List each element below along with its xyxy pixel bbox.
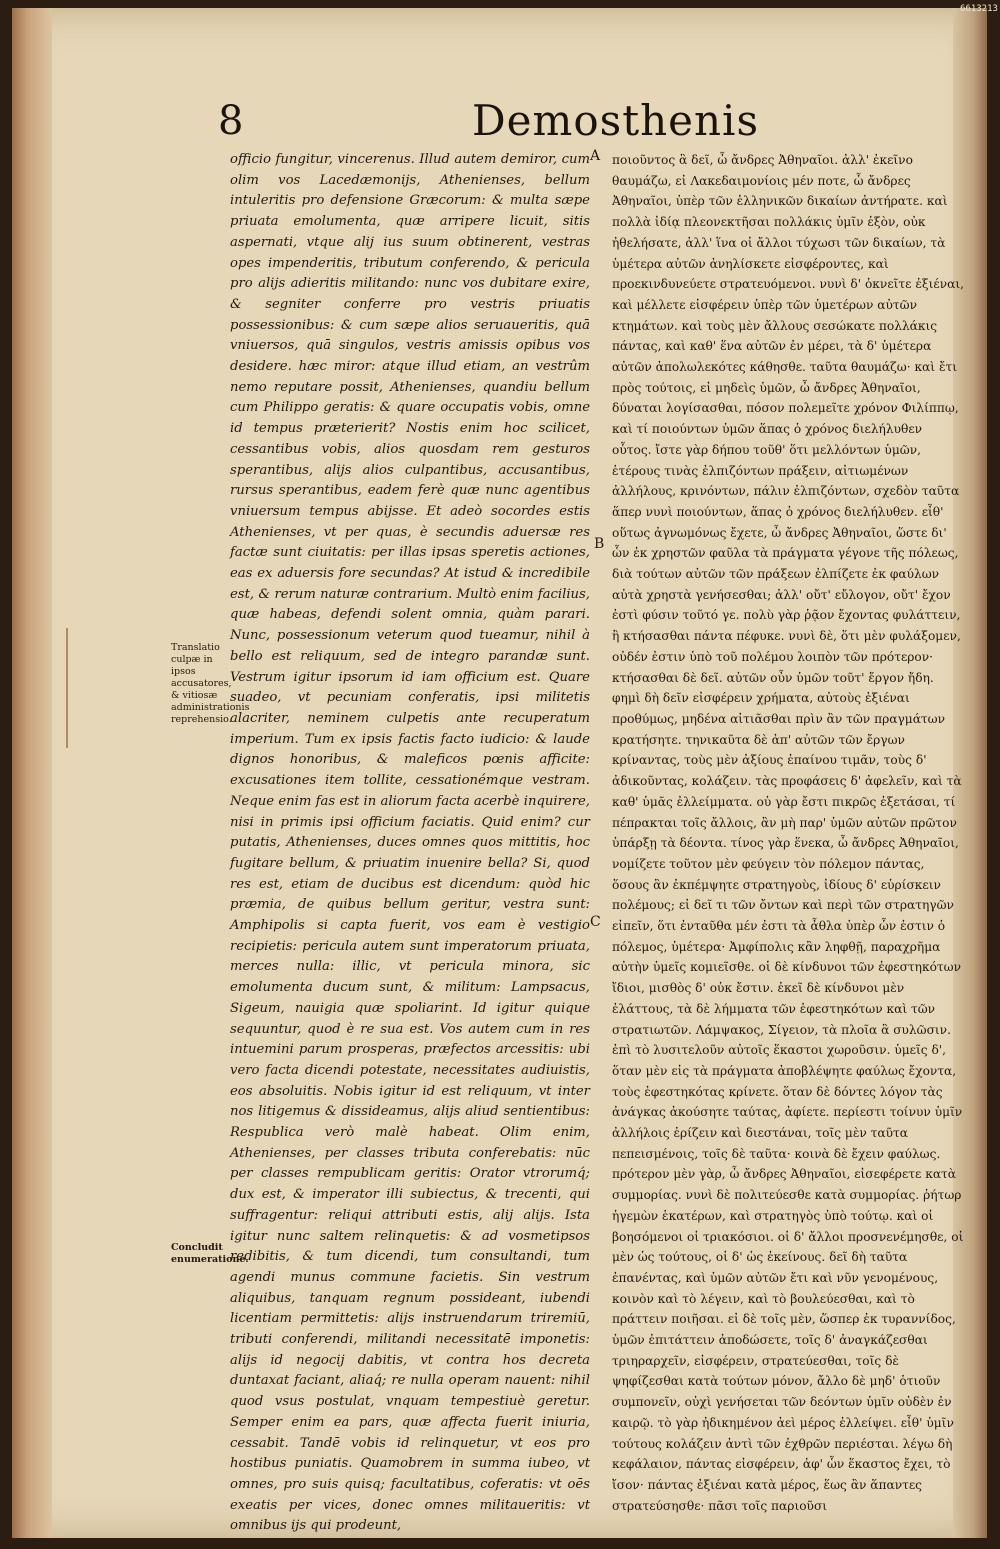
- greek-column: [612, 150, 964, 1516]
- greek-text: ποιοῦντος ἃ δεῖ, ὦ ἄνδρες Ἀθηναῖοι. ἀλλ' ἐκεῖνο θαυμάζω, εἰ Λακεδαιμονίοις μέν ποτε, ὦ ἄνδρες Ἀθηναῖοι, ὑπὲρ τῶν ἑλληνικῶν δικαίων ἀντήρατε. καὶ πολλὰ ἰδίᾳ πλεονεκτῆσαι πολλάκις ὑμῖν ἐξὸν, οὐκ ἠθελήσατε, ἀλλ' ἵνα οἱ ἄλλοι τύχωσι τῶν δικαίων, τὰ ὑμέτερα αὐτῶν ἀνηλίσκετε εἰσφέροντες, καὶ προεκινδυνεύετε στρατευόμενοι. νυνὶ δ' ὀκνεῖτε ἐξιέναι, καὶ μέλλετε εἰσφέρειν ὑπὲρ τῶν ὑμετέρων αὐτῶν κτημάτων. καὶ τοὺς μὲν ἄλλους σεσώκατε πολλάκις πάντας, καὶ καθ' ἕνα αὐτῶν ἐν μέρει, τὰ δ' ὑμέτερα αὐτῶν ἀπολωλεκότες κάθησθε. ταῦτα θαυμάζω· καὶ ἔτι πρὸς τούτοις, εἰ μηδεὶς ὑμῶν, ὦ ἄνδρες Ἀθηναῖοι, δύναται λογίσασθαι, πόσον πολεμεῖτε χρόνον Φιλίππῳ, καὶ τί ποιούντων ὑμῶν ἅπας ὁ χρόνος διελήλυθεν οὗτος. ἴστε γὰρ δήπου τοῦθ' ὅτι μελλόντων ὑμῶν, ἑτέρους τινὰς ἐλπιζόντων πράξειν, αἰτιωμένων ἀλλήλους, κρινόντων, πάλιν ἐλπιζόντων, σχεδὸν ταῦτα ἅπερ νυνὶ ποιούντων, ἅπας ὁ χρόνος διελήλυθεν. εἶθ' οὕτως ἀγνωμόνως ἔχετε, ὦ ἄνδρες Ἀθηναῖοι, ὥστε δι' ὧν ἐκ χρηστῶν φαῦλα τὰ πράγματα γέγονε τῆς πόλεως, διὰ τούτων αὐτῶν τῶν πράξεων ἐλπίζετε ἐκ φαύλων αὐτὰ χρηστὰ γενήσεσθαι; ἀλλ' οὔτ' εὔλογον, οὔτ' ἔχον ἐστὶ φύσιν τοῦτό γε. πολὺ γὰρ ῥᾷον ἔχοντας φυλάττειν, ἢ κτήσασθαι πάντα πέφυκε. νυνὶ δὲ, ὅτι μὲν φυλάξομεν, οὐδέν ἐστιν ὑπὸ τοῦ πολέμου λοιπὸν τῶν πρότερον· κτήσασθαι δὲ δεῖ. αὐτῶν οὖν ὑμῶν τοῦτ' ἔργον ἤδη. φημὶ δὴ δεῖν εἰσφέρειν χρήματα, αὐτοὺς ἐξιέναι προθύμως, μηδένα αἰτιᾶσθαι πρὶν ἂν τῶν πραγμάτων κρατήσητε. τηνικαῦτα δὲ ἀπ' αὐτῶν τῶν ἔργων κρίναντας, τοὺς μὲν ἀξίους ἐπαίνου τιμᾶν, τοὺς δ' ἀδικοῦντας, κολάζειν. τὰς προφάσεις δ' ἀφελεῖν, καὶ τὰ καθ' ὑμᾶς ἐλλείμματα. οὐ γὰρ ἔστι πικρῶς ἐξετάσαι, τί πέπρακται τοῖς ἄλλοις, ἂν μὴ παρ' ὑμῶν αὐτῶν πρῶτον ὑπάρξῃ τὰ δέοντα. τίνος γὰρ ἕνεκα, ὦ ἄνδρες Ἀθηναῖοι, νομίζετε τοῦτον μὲν φεύγειν τὸν πόλεμον πάντας, ὅσους ἂν ἐκπέμψητε στρατηγοὺς, ἰδίους δ' εὑρίσκειν πολέμους; εἰ δεῖ τι τῶν ὄντων καὶ περὶ τῶν στρατηγῶν εἰπεῖν, ὅτι ἐνταῦθα μέν ἐστι τὰ ἆθλα ὑπὲρ ὧν ἐστιν ὁ πόλεμος, ὑμέτερα· Ἀμφίπολις κἂν ληφθῇ, παραχρῆμα αὐτὴν ὑμεῖς κομιεῖσθε. οἱ δὲ κίνδυνοι τῶν ἐφεστηκότων ἴδιοι, μισθὸς δ' οὐκ ἔστιν. ἐκεῖ δὲ κίνδυνοι μὲν ἐλάττους, τὰ δὲ λήμματα τῶν ἐφεστηκότων καὶ τῶν στρατιωτῶν. Λάμψακος, Σίγειον, τὰ πλοῖα ἃ συλῶσιν. ἐπὶ τὸ λυσιτελοῦν αὐτοῖς ἕκαστοι χωροῦσιν. ὑμεῖς δ', ὅταν μὲν εἰς τὰ πράγματα ἀποβλέψητε φαύλως ἔχοντα, τοὺς ἐφεστηκότας κρίνετε. ὅταν δὲ δόντες λόγον τὰς ἀνάγκας ἀκούσητε ταύτας, ἀφίετε. περίεστι τοίνυν ὑμῖν ἀλλήλοις ἐρίζειν καὶ διεστάναι, τοῖς μὲν ταῦτα πεπεισμένοις, τοῖς δὲ ταῦτα· κοινὰ δὲ ἔχειν φαύλως. πρότερον μὲν γὰρ, ὦ ἄνδρες Ἀθηναῖοι, εἰσεφέρετε κατὰ συμμορίας. νυνὶ δὲ πολιτεύεσθε κατὰ συμμορίας. ῥήτωρ ἡγεμὼν ἑκατέρων, καὶ στρατηγὸς ὑπὸ τούτῳ. καὶ οἱ βοησόμενοι οἱ τριακόσιοι. οἱ δ' ἄλλοι προσνενέμησθε, οἱ μὲν ὡς τούτους, οἱ δ' ὡς ἐκείνους. δεῖ δὴ ταῦτα ἐπανέντας, καὶ ὑμῶν αὐτῶν ἔτι καὶ νῦν γενομένους, κοινὸν καὶ τὸ λέγειν, καὶ τὸ βουλεύεσθαι, καὶ τὸ πράττειν ποιῆσαι. εἰ δὲ τοῖς μὲν, ὥσπερ ἐκ τυραννίδος, ὑμῶν ἐπιτάττειν ἀποδώσετε, τοῖς δ' ἀναγκάζεσθαι τριηραρχεῖν, εἰσφέρειν, στρατεύεσθαι, τοῖς δὲ ψηφίζεσθαι κατὰ τούτων μόνον, ἄλλο δὲ μηδ' ὁτιοῦν συμπονεῖν, οὐχὶ γενήσεται τῶν δεόντων ὑμῖν οὐδὲν ἐν καιρῷ. τὸ γὰρ ἠδικημένον ἀεὶ μέρος ἐλλείψει. εἶθ' ὑμῖν τούτους κολάζειν ἀντὶ τῶν ἐχθρῶν περιέσται. λέγω δὴ κεφάλαιον, πάντας εἰσφέρειν, ἀφ' ὧν ἕκαστος ἔχει, τὸ ἴσον· πάντας ἐξιέναι κατὰ μέρος, ἕως ἂν ἅπαντες στρατεύσησθε· πᾶσι τοῖς παριοῦσι: [612, 153, 964, 1513]
- marginal-note-concludit: Concludit enumeratione.: [171, 1242, 249, 1265]
- section-letter-c: C: [590, 914, 601, 930]
- scan-id: 6613213: [960, 4, 998, 14]
- section-letter-a: A: [590, 148, 601, 164]
- latin-text: officio fungitur, vincerenus. Illud autem demiror, cum olim vos Lacedæmonijs, Athenienses, bellum intuleritis pro defensione Græcorum: & multa sæpe priuata emolumenta, quæ arripere licuit, sitis aspernati, vtque alij ius suum obtinerent, vestras opes impenderitis, tributum conferendo, & pericula pro alijs adieritis militando: nunc vos dubitare exire, & segniter conferre pro vestris priuatis possessionibus: & cum sæpe alios seruaueritis, quā vniuersos, quā singulos, vestris amissis opibus vos desidere. hæc miror: atque illud etiam, an vestrûm nemo reputare possit, Athenienses, quandiu bellum cum Philippo geratis: & quare occupatis vobis, omne id tempus præterierit? Nostis enim hoc scilicet, cessantibus vobis, alios quosdam rem gesturos sperantibus, alijs alios culpantibus, accusantibus, rursus sperantibus, eadem ferè quæ nunc agentibus vniuersum tempus abijsse. Et adeò socordes estis Athenienses, vt per quas, è secundis aduersæ res factæ sunt ciuitatis: per illas ipsas speretis actiones, eas ex aduersis fore secundas? At istud & incredibile est, & rerum naturæ contrarium. Multò enim facilius, quæ habeas, defendi solent omnia, quàm parari. Nunc, possessionum veterum quod tueamur, nihil à bello est reliquum, sed de integro parandæ sunt. Vestrum igitur ipsorum id iam officium est. Quare suadeo, vt pecuniam conferatis, ipsi militetis alacriter, neminem culpetis ante recuperatum imperium. Tum ex ipsis factis facto iudicio: & laude dignos honoribus, & maleficos pœnis afficite: excusationes item tollite, cessationémque vestram. Neque enim fas est in aliorum facta acerbè inquirere, nisi in primis ipsi officium faciatis. Quid enim? cur putatis, Athenienses, duces omnes quos mittitis, hoc fugitare bellum, & priuatim inuenire bella? Si, quod res est, etiam de ducibus est dicendum: quòd hic præmia, de quibus bellum geritur, vestra sunt: Amphipolis si capta fuerit, vos eam è vestigio recipietis: pericula autem sunt imperatorum priuata, merces nulla: illic, vt pericula minora, sic emolumenta ducum sunt, & militum: Lampsacus, Sigeum, nauigia quæ spoliarint. Id igitur quique sequuntur, quod è re sua est. Vos autem cum in res intuemini parum prosperas, præfectos arcessitis: ubi vero facta dicendi potestate, necessitates audiuistis, eos absoluitis. Nobis igitur id est reliquum, vt inter nos litigemus & dissideamus, alijs aliud sentientibus: Respublica verò malè habeat. Olim enim, Athenienses, per classes tributa conferebatis: nūc per classes rempublicam geritis: Orator vtrorumq́; dux est, & imperator illi subiectus, & trecenti, qui suffragentur: reliqui attributi estis, alij alijs. Ista igitur nunc saltem relinquetis: & ad vosmetipsos redibitis, & tum dicendi, tum consultandi, tum agendi munus commune facietis. Sin vestrum aliquibus, tanquam regnum possideant, iubendi licentiam permittetis: alijs instruendarum triremiū, tributi conferendi, militandi necessitatē imponetis: alijs id negocij dabitis, vt contra hos decreta duntaxat faciant, aliaq́; re nulla operam nauent: nihil quod vsus postulat, vnquam tempestiuè geretur. Semper enim ea pars, quæ affecta fuerit iniuria, cessabit. Tandē vobis id relinquetur, vt eos pro hostibus puniatis. Quamobrem in summa iubeo, vt omnes, pro suis quisq; facultatibus, coferatis: vt oēs exeatis per vices, donec omnes militaueritis: vt omnibus ijs qui prodeunt,: [230, 152, 590, 1534]
- binding-gutter: [12, 8, 52, 1538]
- page-number: 8: [218, 98, 244, 144]
- section-letter-b: B: [594, 536, 605, 552]
- page-tear: [52, 628, 68, 748]
- latin-column: [230, 150, 590, 1537]
- marginal-note-translatio: Translatio culpæ in ipsos accusatores, & vitiosæ administrationis reprehensio.: [171, 642, 250, 725]
- running-head: Demosthenis: [472, 96, 760, 145]
